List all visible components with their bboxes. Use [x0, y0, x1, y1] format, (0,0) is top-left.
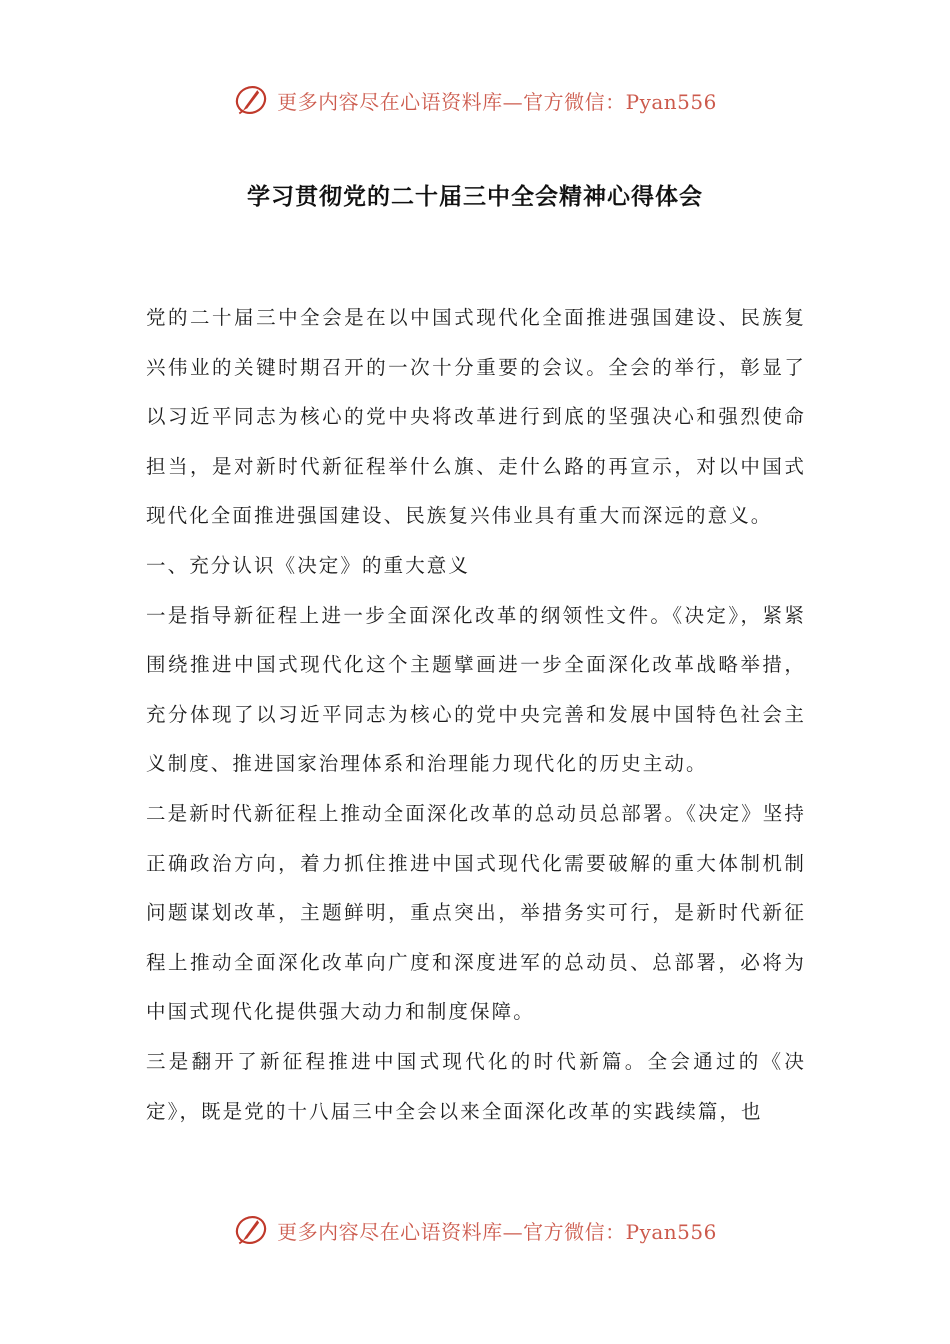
header-banner-text: 更多内容尽在心语资料库—官方微信：Pyan556 — [277, 89, 717, 114]
paragraph-point-2: 二是新时代新征程上推动全面深化改革的总动员总部署。《决定》坚持正确政治方向，着力抓住推进中国式现代化需要破解的重大体制机制问题谋划改革，主题鲜明，重点突出，举措务实可行，是新时代新征程上推动全面深化改革向广度和深度进军的总动员、总部署，必将为中国式现代化提供强大动力和制度保障。 — [146, 801, 806, 1024]
footer-banner-text: 更多内容尽在心语资料库—官方微信：Pyan556 — [277, 1219, 717, 1244]
paragraph-point-1: 一是指导新征程上进一步全面深化改革的纲领性文件。《决定》，紧紧围绕推进中国式现代化这个主题擘画进一步全面深化改革战略举措，充分体现了以习近平同志为核心的党中央完善和发展中国特色社会主义制度、推进国家治理体系和治理能力现代化的历史主动。 — [146, 603, 806, 776]
header-banner — [0, 80, 950, 120]
pen-quill-logo-icon — [233, 1212, 269, 1248]
paragraph-point-3: 三是翻开了新征程推进中国式现代化的时代新篇。全会通过的《决定》，既是党的十八届三中全会以来全面深化改革的实践续篇，也 — [146, 1049, 806, 1123]
footer-banner — [0, 1210, 950, 1250]
section-heading: 一、充分认识《决定》的重大意义 — [146, 553, 471, 577]
document-title: 学习贯彻党的二十届三中全会精神心得体会 — [247, 184, 703, 210]
pen-quill-logo-icon — [233, 82, 269, 118]
paragraph-intro: 党的二十届三中全会是在以中国式现代化全面推进强国建设、民族复兴伟业的关键时期召开的一次十分重要的会议。全会的举行，彰显了以习近平同志为核心的党中央将改革进行到底的坚强决心和强烈使命担当，是对新时代新征程举什么旗、走什么路的再宣示，对以中国式现代化全面推进强国建设、民族复兴伟业具有重大而深远的意义。 — [146, 306, 806, 528]
document-body — [146, 293, 806, 1136]
